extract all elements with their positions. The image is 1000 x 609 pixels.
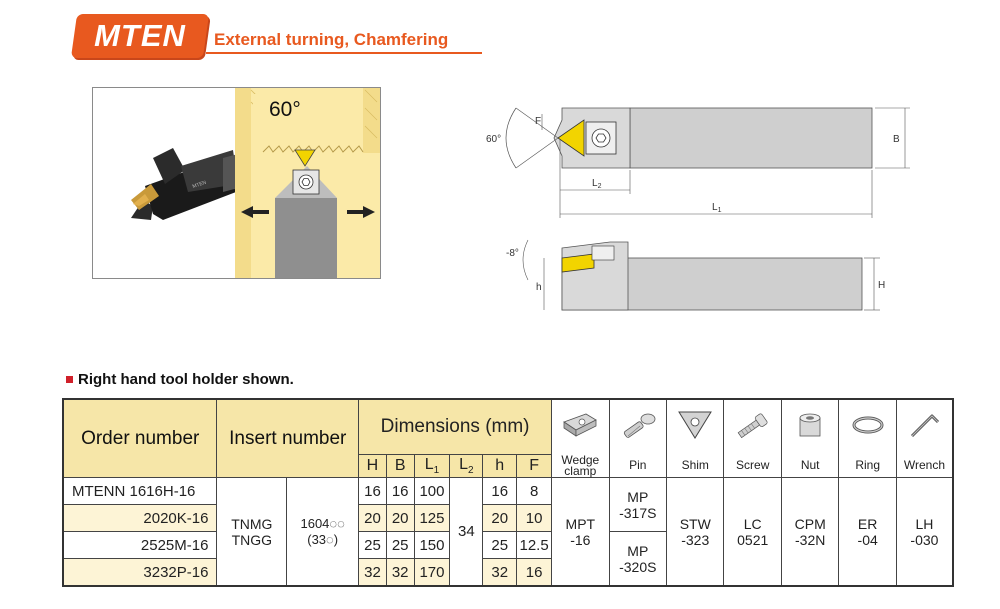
pin-icon-cell — [609, 399, 666, 455]
screw-icon-cell — [724, 399, 781, 455]
note-bullet — [66, 376, 73, 383]
nut-label: Nut — [781, 455, 838, 478]
ring-icon — [848, 410, 888, 440]
shim-icon — [675, 408, 715, 442]
shim-icon-cell — [667, 399, 724, 455]
order-number: MTENN 1616H-16 — [63, 478, 217, 505]
wrench-label: Wrench — [896, 455, 953, 478]
pin-value-a: MP -317S — [609, 478, 666, 532]
order-number: 2020K-16 — [63, 505, 217, 532]
ring-label: Ring — [839, 455, 896, 478]
shim-label: Shim — [667, 455, 724, 478]
dimensions-header: Dimensions (mm) — [359, 399, 552, 455]
b-label: B — [893, 134, 900, 145]
dim-h-value: 32 — [359, 559, 387, 587]
l2-label: $L_2$ — [592, 178, 602, 190]
nut-icon-cell — [781, 399, 838, 455]
insert-size: 1604◌◌ (33◌) — [287, 478, 359, 587]
dim-small-h-value: 32 — [483, 559, 517, 587]
dim-f-value: 12.5 — [517, 532, 552, 559]
dim-l1-value: 100 — [414, 478, 450, 505]
wrench-icon-cell — [896, 399, 953, 455]
wedge-clamp-icon — [560, 410, 600, 440]
dim-f: F — [517, 455, 552, 478]
wedge-clamp-value: MPT -16 — [552, 478, 609, 587]
l1-label: $L_1$ — [712, 202, 722, 214]
dim-l1-value: 125 — [414, 505, 450, 532]
insert-number-header: Insert number — [217, 399, 359, 478]
screw-value: LC 0521 — [724, 478, 781, 587]
wrench-icon — [904, 410, 944, 440]
dim-l1-value: 170 — [414, 559, 450, 587]
big-h-label: H — [878, 280, 886, 291]
dim-f-value: 16 — [517, 559, 552, 587]
page-subtitle: External turning, Chamfering — [214, 30, 449, 49]
dim-b-value: 25 — [386, 532, 414, 559]
order-number: 3232P-16 — [63, 559, 217, 587]
insert-codes: TNMG TNGG — [217, 478, 287, 587]
dim-h-upper: H — [359, 455, 387, 478]
illustration-panel — [92, 87, 381, 279]
dim-b-value: 32 — [386, 559, 414, 587]
dim-l2-value: 34 — [450, 478, 483, 587]
spec-table — [62, 398, 954, 587]
side-view-drawing — [500, 234, 920, 318]
dim-h-value: 16 — [359, 478, 387, 505]
tool-illustration — [93, 88, 380, 278]
brand-logo: MTEN — [94, 18, 186, 53]
holder-note — [66, 371, 294, 388]
table-row — [63, 478, 953, 505]
dim-b: B — [386, 455, 414, 478]
dim-l2: $L_2$ — [450, 455, 483, 478]
nut-value: CPM -32N — [781, 478, 838, 587]
ring-value: ER -04 — [839, 478, 896, 587]
shim-value: STW -323 — [667, 478, 724, 587]
order-number-header: Order number — [63, 399, 217, 478]
dim-f-value: 8 — [517, 478, 552, 505]
dim-h-value: 25 — [359, 532, 387, 559]
top-angle-label: 60° — [486, 134, 502, 145]
dim-l1: $L_1$ — [414, 455, 450, 478]
top-view-drawing — [480, 100, 920, 220]
dim-h-lower: h — [483, 455, 517, 478]
pin-icon — [618, 410, 658, 440]
wedge-clamp-label: Wedge clamp — [552, 455, 609, 478]
screw-icon — [733, 410, 773, 440]
screw-label: Screw — [724, 455, 781, 478]
insert-angle-label: 60° — [269, 98, 301, 121]
subtitle-rule — [206, 52, 482, 54]
nut-icon — [790, 410, 830, 440]
ring-icon-cell — [839, 399, 896, 455]
dim-h-value: 20 — [359, 505, 387, 532]
dim-l1-value: 150 — [414, 532, 450, 559]
pin-value-b: MP -320S — [609, 532, 666, 587]
svg-text:MTEN: MTEN — [191, 179, 208, 190]
note-text: Right hand tool holder shown. — [78, 371, 294, 388]
f-label: F — [535, 116, 542, 127]
dim-b-value: 20 — [386, 505, 414, 532]
side-angle-label: -8° — [506, 248, 519, 259]
wrench-value: LH -030 — [896, 478, 953, 587]
dim-f-value: 10 — [517, 505, 552, 532]
wedge-clamp-icon-cell — [552, 399, 609, 455]
dim-small-h-value: 16 — [483, 478, 517, 505]
dim-small-h-value: 20 — [483, 505, 517, 532]
dim-small-h-value: 25 — [483, 532, 517, 559]
pin-label: Pin — [609, 455, 666, 478]
order-number: 2525M-16 — [63, 532, 217, 559]
dim-b-value: 16 — [386, 478, 414, 505]
small-h-label: h — [536, 282, 542, 293]
